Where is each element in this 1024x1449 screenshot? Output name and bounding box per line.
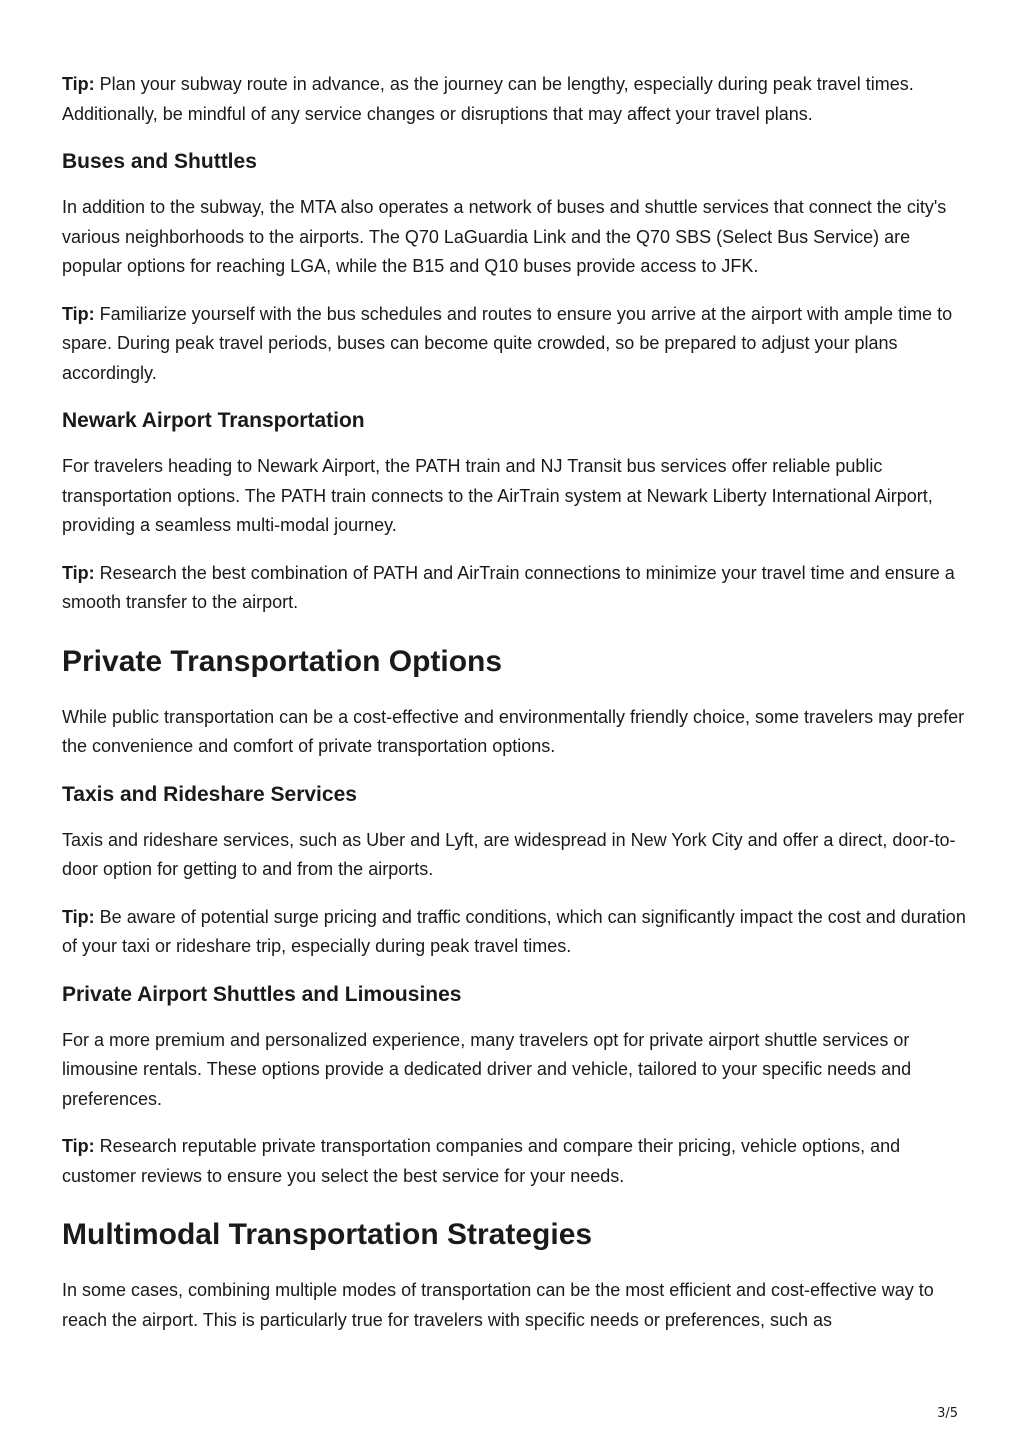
paragraph-newark: For travelers heading to Newark Airport, the PATH train and NJ Transit bus services offer reliable public transportation options. The PATH train connects to the AirTrain system at Newark Liberty International Airport, providing a seamless multi-modal journey. [62, 456, 933, 535]
heading-multimodal-strategies: Multimodal Transportation Strategies [62, 1218, 593, 1251]
tip-paragraph-taxis [62, 903, 972, 962]
tip-text: Plan your subway route in advance, as the journey can be lengthy, especially during peak travel times. Additionally, be mindful of any service changes or disruptions that may affect your travel plans. [62, 74, 914, 124]
tip-label: Tip: [62, 562, 95, 583]
tip-paragraph-buses [62, 300, 972, 389]
tip-paragraph-subway [62, 70, 972, 129]
heading-buses-and-shuttles: Buses and Shuttles [62, 150, 257, 173]
tip-text: Research reputable private transportation companies and compare their pricing, vehicle options, and customer reviews to ensure you select the best service for your needs. [62, 1136, 901, 1186]
heading-private-airport-shuttles: Private Airport Shuttles and Limousines [62, 982, 462, 1006]
paragraph-shuttles: For a more premium and personalized experience, many travelers opt for private airport shuttle services or limousine rentals. These options provide a dedicated driver and vehicle, tailored to your specific needs and preferences. [62, 1029, 912, 1109]
tip-text: Be aware of potential surge pricing and traffic conditions, which can significantly impact the cost and duration of your taxi or rideshare trip, especially during peak travel times. [62, 906, 966, 956]
tip-label: Tip: [62, 303, 95, 324]
tip-paragraph-newark [62, 559, 972, 618]
document-page [62, 70, 972, 1335]
tip-paragraph-shuttles [62, 1132, 972, 1191]
tip-text: Familiarize yourself with the bus schedules and routes to ensure you arrive at the airport with ample time to spare. During peak travel periods, buses can become quite crowded, so be prepared to adjust your plans accordingly. [62, 303, 953, 383]
tip-label: Tip: [62, 1136, 95, 1156]
paragraph-taxis: Taxis and rideshare services, such as Uber and Lyft, are widespread in New York City and offer a direct, door-to-door option for getting to and from the airports. [62, 829, 956, 879]
paragraph-buses: In addition to the subway, the MTA also operates a network of buses and shuttle services that connect the city's various neighborhoods to the airports. The Q70 LaGuardia Link and the Q70 SBS (Select Bus Service) are popular options for reaching LGA, while the B15 and Q10 buses provide access to JFK. [62, 197, 947, 276]
heading-private-transportation-options: Private Transportation Options [62, 644, 503, 678]
paragraph-private-intro: While public transportation can be a cost-effective and environmentally friendly choice, some travelers may prefer the convenience and comfort of private transportation options. [62, 706, 965, 756]
page-number: 3/5 [937, 1406, 958, 1421]
tip-label: Tip: [62, 74, 95, 94]
tip-label: Tip: [62, 906, 95, 927]
heading-newark-airport-transportation: Newark Airport Transportation [62, 409, 365, 432]
paragraph-multimodal: In some cases, combining multiple modes of transportation can be the most efficient and cost-effective way to reach the airport. This is particularly true for travelers with specific needs or preferences, such as [62, 1280, 934, 1330]
tip-text: Research the best combination of PATH and AirTrain connections to minimize your travel time and ensure a smooth transfer to the airport. [62, 562, 955, 612]
heading-taxis-and-rideshare: Taxis and Rideshare Services [62, 782, 357, 806]
